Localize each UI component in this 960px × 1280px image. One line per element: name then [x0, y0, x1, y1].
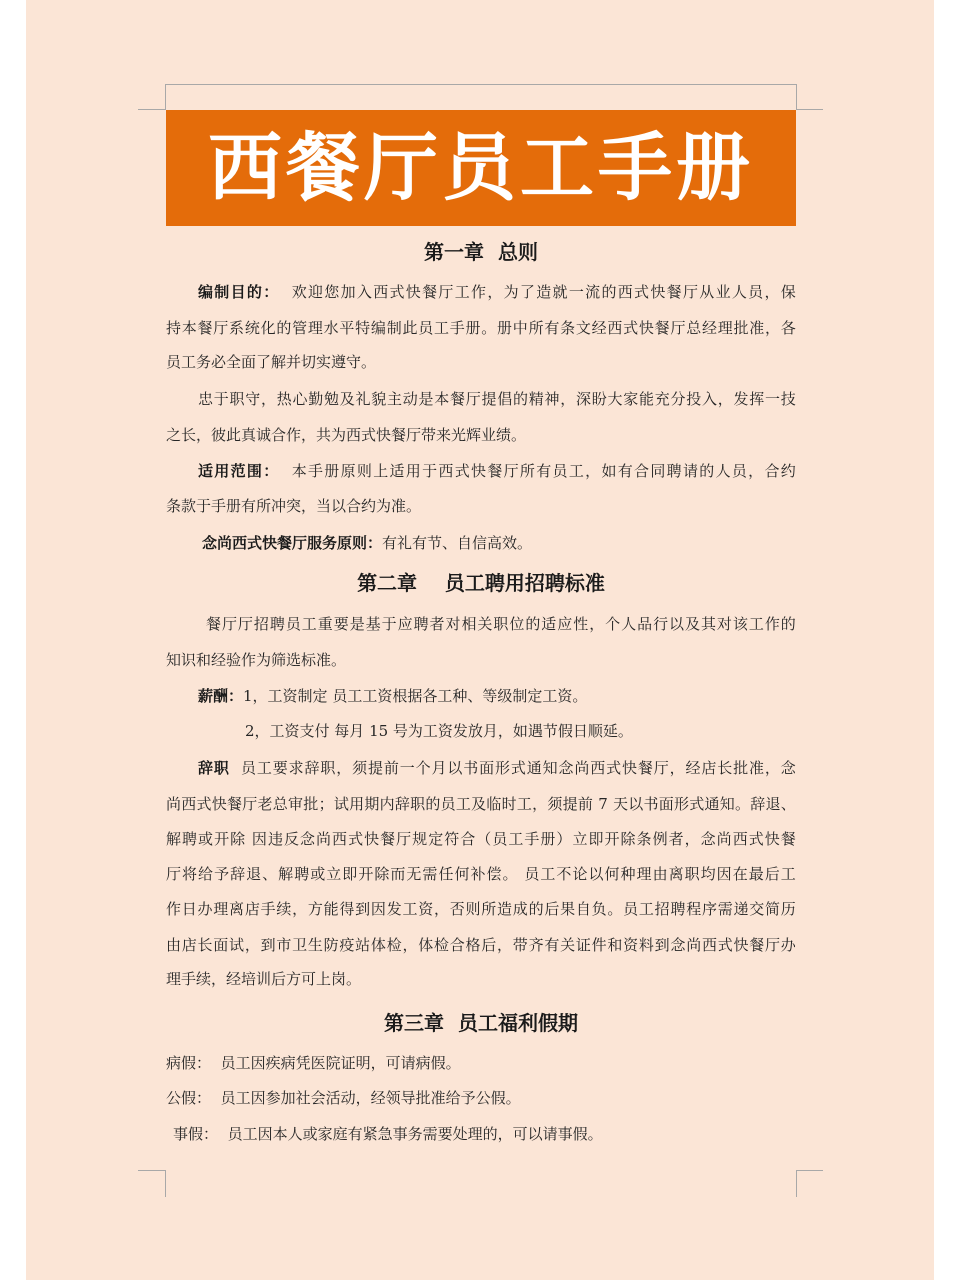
chapter2-heading: 第二章 员工聘用招聘标准: [357, 571, 605, 595]
purpose-line-2: 持本餐厅系统化的管理水平特编制此员工手册。册中所有条文经西式快餐厅总经理批准，各: [166, 319, 796, 337]
resign-text: 员工要求辞职，须提前一个月以书面形式通知念尚西式快餐厅，经店长批准，念: [241, 759, 796, 777]
spirit-line-1: 忠于职守，热心勤勉及礼貌主动是本餐厅提倡的精神，深盼大家能充分投入，发挥一技: [198, 390, 796, 408]
leave-text: 员工因本人或家庭有紧急事务需要处理的，可以请事假。: [227, 1125, 603, 1143]
principle-label: 念尚西式快餐厅服务原则：: [202, 534, 383, 552]
purpose-line-3: 员工务必全面了解并切实遵守。: [166, 353, 377, 371]
crop-mark-top-line: [165, 84, 796, 85]
intro-line-1: 餐厅厅招聘员工重要是基于应聘者对相关职位的适应性，个人品行以及其对该工作的: [206, 615, 796, 633]
scope-label: 适用范围：: [198, 462, 280, 480]
leave-text: 员工因疾病凭医院证明，可请病假。: [220, 1054, 461, 1072]
leave-label: 事假：: [173, 1125, 219, 1143]
leave-label: 公假：: [166, 1089, 212, 1107]
leave-label: 病假：: [166, 1054, 212, 1072]
scope-line-2: 条款于手册有所冲突，当以合约为准。: [166, 497, 422, 515]
resign-line-1: [198, 761, 796, 776]
chapter3-heading: 第三章 员工福利假期: [384, 1011, 578, 1035]
crop-mark-bottom-left: [138, 1170, 166, 1197]
resign-label: 辞职: [198, 759, 230, 777]
salary-line-1: [198, 689, 587, 704]
scope-text: 本手册原则上适用于西式快餐厅所有员工，如有合同聘请的人员，合约: [291, 462, 796, 480]
spirit-line-2: 之长，彼此真诚合作，共为西式快餐厅带来光辉业绩。: [166, 426, 527, 444]
crop-mark-top-left: [138, 84, 166, 110]
leave-item-sick: [166, 1056, 461, 1071]
crop-mark-top-right: [796, 84, 823, 110]
resign-line-6: 由店长面试，到市卫生防疫站体检，体检合格后，带齐有关证件和资料到念尚西式快餐厅办: [166, 936, 796, 954]
chapter1-heading: 第一章 总则: [424, 240, 538, 264]
scope-line-1: [198, 464, 796, 479]
salary-label: 薪酬：: [198, 687, 244, 705]
principle-line: [202, 536, 532, 551]
purpose-line-1: [198, 285, 796, 300]
resign-line-5: 作日办理离店手续，方能得到因发工资，否则所造成的后果自负。员工招聘程序需递交简历: [166, 900, 796, 918]
intro-line-2: 知识和经验作为筛选标准。: [166, 651, 347, 669]
salary-item-1: 1，工资制定 员工工资根据各工种、等级制定工资。: [243, 687, 588, 705]
leave-item-public: [166, 1091, 521, 1106]
resign-line-7: 理手续，经培训后方可上岗。: [166, 970, 362, 988]
leave-text: 员工因参加社会活动，经领导批准给予公假。: [220, 1089, 521, 1107]
salary-item-2: 2，工资支付 每月 15 号为工资发放月，如遇节假日顺延。: [245, 722, 633, 740]
document-title: 西餐厅员工手册: [208, 125, 754, 211]
crop-mark-bottom-right: [796, 1170, 823, 1197]
resign-line-2: 尚西式快餐厅老总审批；试用期内辞职的员工及临时工，须提前 7 天以书面形式通知。辞退、: [166, 795, 796, 813]
title-banner: [166, 110, 796, 226]
purpose-label: 编制目的：: [198, 283, 280, 301]
purpose-text: 欢迎您加入西式快餐厅工作，为了造就一流的西式快餐厅从业人员，保: [291, 283, 796, 301]
resign-line-3: 解聘或开除 因违反念尚西式快餐厅规定符合（员工手册）立即开除条例者，念尚西式快餐: [166, 830, 796, 848]
principle-text: 有礼有节、自信高效。: [382, 534, 533, 552]
resign-line-4: 厅将给予辞退、解聘或立即开除而无需任何补偿。 员工不论以何种理由离职均因在最后工: [166, 865, 796, 883]
leave-item-personal: [173, 1127, 603, 1142]
